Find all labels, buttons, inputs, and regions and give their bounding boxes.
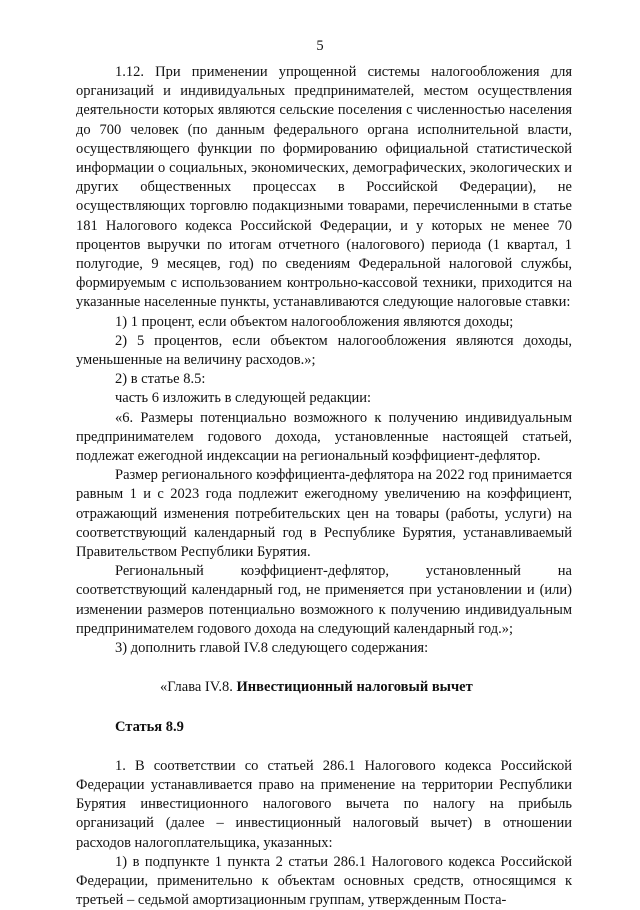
paragraph-1-12: 1.12. При применении упрощенной системы налогообложения для организаций и индивидуальных предпринимателей, местом осуществления деятельности которых являются сельские поселения с численностью населения до 700 человек (по данным федерального органа исполнительной власти, осуществляющего функции по формированию официальной статистической информации о социальных, экономических, демографических, экологических и других общественных процессах в Российской Федерации), не осуществляющих торговлю подакцизными товарами, перечисленными в статье 181 Налогового кодекса Российской Федерации, и у которых не менее 70 процентов выручки по итогам отчетного (налогового) периода (1 квартал, 1 полугодие, 9 месяцев, год) по сведениям Федеральной налоговой службы, формируемым с использованием контрольно-кассовой техники, приходится на указанные населенные пункты, устанавливаются следующие налоговые ставки:	[76, 64, 572, 311]
paragraph-add-chapter: 3) дополнить главой IV.8 следующего содержания:	[115, 640, 429, 657]
page-number: 5	[316, 38, 324, 54]
paragraph-article-8-9-subpoint-1: 1) в подпункте 1 пункта 2 статьи 286.1 Налогового кодекса Российской Федерации, применительно к объектам основных средств, относящимся к третьей – седьмой амортизационным группам, утвержденным Поста-	[76, 853, 572, 909]
document-body	[76, 63, 572, 910]
paragraph-part-6-intro: часть 6 изложить в следующей редакции:	[115, 390, 372, 407]
paragraph-part-6: «6. Размеры потенциально возможного к получению индивидуальным предпринимателем годового дохода, установленные настоящей статьей, подлежат ежегодной индексации на региональный коэффициент-дефлятор.	[76, 409, 572, 465]
chapter-prefix: «Глава IV.8.	[160, 679, 237, 696]
chapter-heading	[76, 678, 572, 697]
article-heading: Статья 8.9	[115, 718, 184, 735]
chapter-title: Инвестиционный налоговый вычет	[236, 679, 473, 696]
paragraph-article-8-9-part-1: 1. В соответствии со статьей 286.1 Налогового кодекса Российской Федерации устанавливается право на применение на территории Республики Бурятия инвестиционного налогового вычета по налогу на прибыль организаций (далее – инвестиционный налоговый вычет) в отношении расходов налогоплательщика, указанных:	[76, 757, 572, 851]
paragraph-deflator-application: Региональный коэффициент-дефлятор, установленный на соответствующий календарный год, не применяется при установлении и (или) изменении размеров потенциально возможного к получению индивидуальным предпринимателем годового дохода на следующий календарный год.»;	[76, 563, 572, 637]
paragraph-article-8-5: 2) в статье 8.5:	[115, 371, 206, 388]
paragraph-rate-1-percent: 1) 1 процент, если объектом налогообложения являются доходы;	[115, 313, 514, 330]
paragraph-rate-5-percent: 2) 5 процентов, если объектом налогообложения являются доходы, уменьшенные на величину расходов.»;	[76, 332, 572, 369]
paragraph-deflator-size: Размер регионального коэффициента-дефлятора на 2022 год принимается равным 1 и с 2023 года подлежит ежегодному увеличению на коэффициент, отражающий изменения потребительских цен на товары (работы, услуги) на соответствующий календарный год в Республике Бурятия, устанавливаемый Правительством Республики Бурятия.	[76, 467, 572, 561]
